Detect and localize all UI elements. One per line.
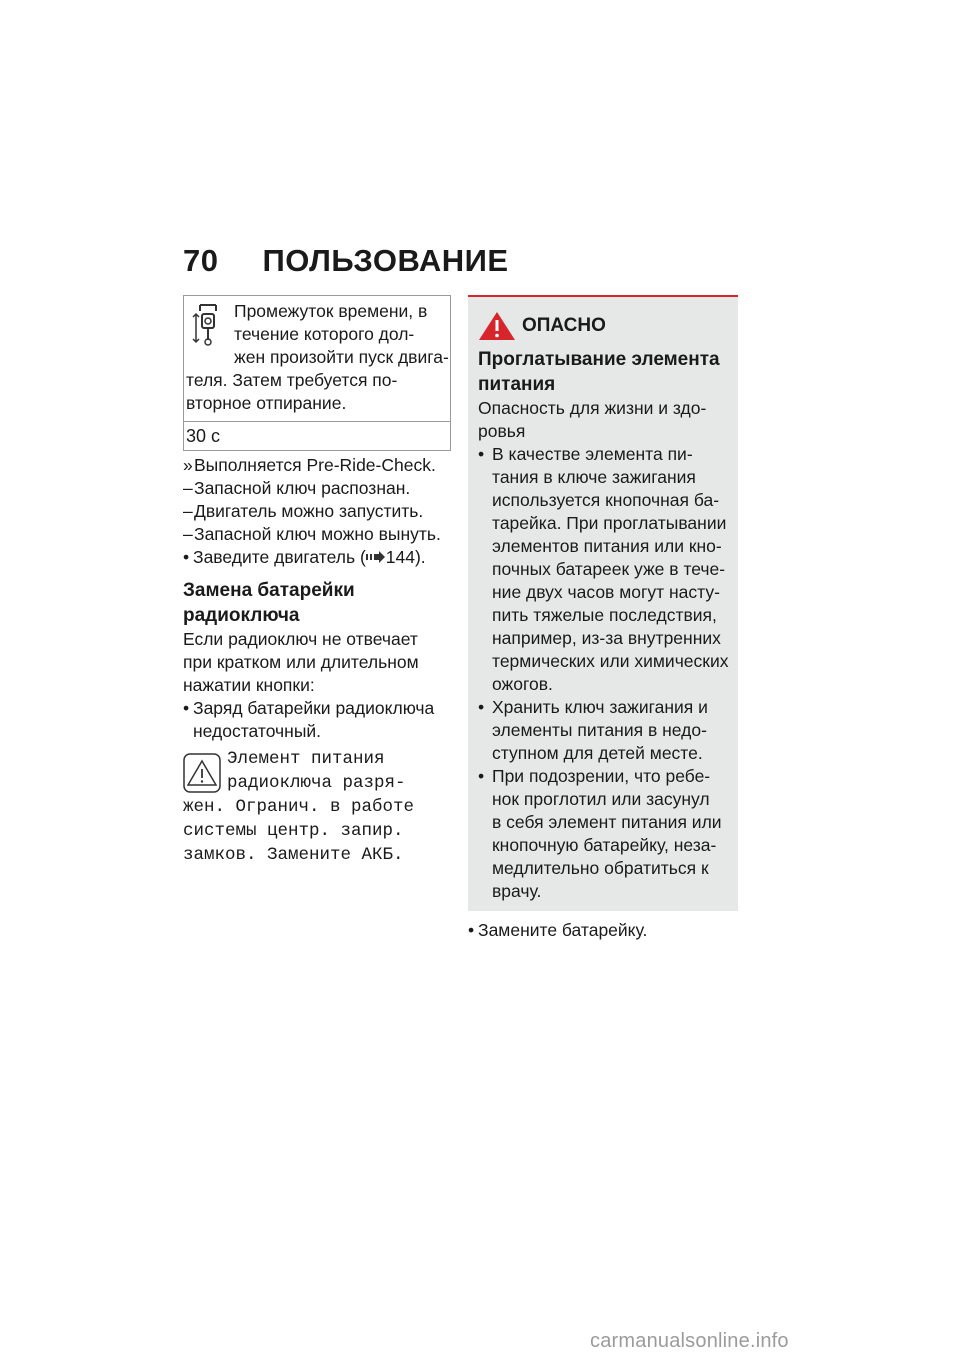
danger-title: ОПАСНО (478, 311, 728, 341)
danger-bullet: • При подозрении, что ребе- нок проглотил или засунул в себя элемент питания или кнопочную батарейку, неза- медлительно обратиться к врачу. (478, 765, 728, 903)
left-column (183, 295, 451, 867)
step-line: »Выполняется Pre-Ride-Check. (183, 455, 436, 475)
step-line: –Запасной ключ распознан. (183, 478, 411, 498)
danger-heading: Проглатывание элемента питания (478, 349, 720, 396)
danger-subheading: Опасность для жизни и здо- ровья (478, 398, 707, 442)
step-line: –Запасной ключ можно вынуть. (183, 524, 441, 544)
start-engine-step: • Заведите двигатель ( 144). (183, 546, 451, 569)
timer-key-icon (186, 302, 230, 348)
watermark: carmanualsonline.info (590, 1330, 789, 1352)
info-text-line: течение которого дол- (234, 324, 415, 344)
page-header (183, 243, 509, 279)
info-box (183, 295, 451, 451)
page-title: ПОЛЬЗОВАНИЕ (262, 243, 509, 278)
danger-bullet: • Хранить ключ зажигания и элементы питания в недо- ступном для детей месте. (478, 696, 728, 765)
danger-triangle-icon (478, 315, 522, 336)
page-number: 70 (183, 243, 219, 278)
replace-battery-step: • Замените батарейку. (468, 919, 738, 942)
page-reference-link[interactable]: 144 (385, 547, 415, 567)
warning-triangle-icon (183, 753, 221, 793)
info-value: 30 с (186, 426, 221, 446)
condition-bullet: • Заряд батарейки радиоключа недостаточный. (183, 697, 451, 743)
info-text-line: жен произойти пуск двига- (234, 347, 449, 367)
info-text-line: вторное отпирание. (186, 393, 347, 413)
step-line: –Двигатель можно запустить. (183, 501, 424, 521)
result-steps (183, 454, 451, 569)
danger-box (468, 295, 738, 911)
info-text-line: Промежуток времени, в (234, 301, 428, 321)
arrow-right-icon (366, 547, 386, 567)
section-paragraph: Если радиоключ не отвечает при кратком или длительном нажатии кнопки: (183, 629, 419, 695)
right-column (468, 295, 738, 942)
section-heading: Замена батарейки радиоключа (183, 580, 355, 626)
info-text-line: теля. Затем требуется по- (186, 370, 398, 390)
danger-bullet: • В качестве элемента пи- тания в ключе зажигания используется кнопочная ба- тарейка. При проглатывании элементов питания или кно- почных батареек уже в тече- ние двух часов могут насту- пить тяжелые последствия, например, из-за внутренних термических или химических ожогов. (478, 443, 728, 696)
display-message: Элемент питания радиоключа разря- жен. Огранич. в работе системы центр. запир. замков. Замените АКБ. (183, 749, 415, 865)
